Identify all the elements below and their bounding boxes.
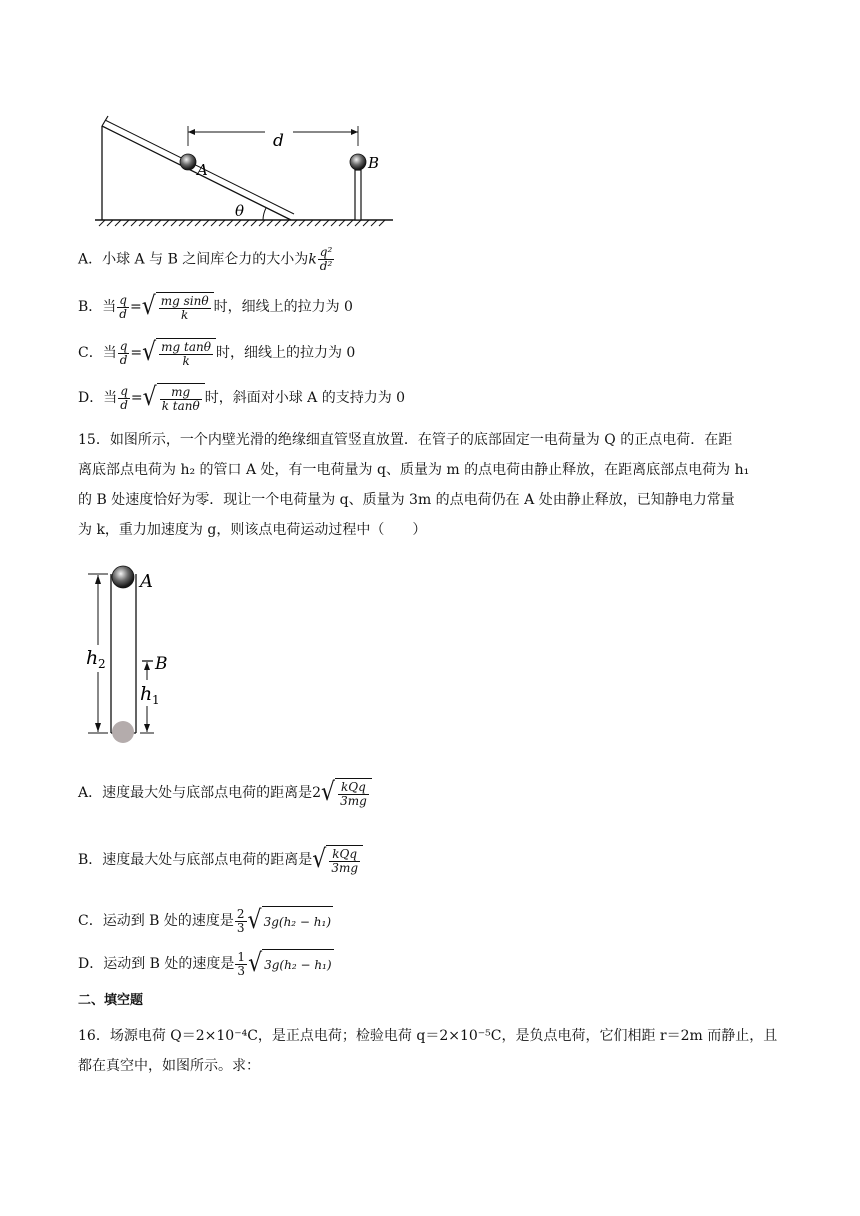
q16-line-2: 都在真空中，如图所示。求： (78, 1058, 260, 1074)
fig1-label-a: A (197, 161, 208, 179)
q14-option-a: A．小球 A 与 B 之间库仑力的大小为k $\frac{\text{q²}}{\text{d²}}$ (78, 245, 333, 273)
ball-b (350, 154, 366, 170)
q16-stem (78, 1021, 783, 1081)
q14-option-b: B．当 $\frac{q}{d}$ = √ $\frac{\text{mg sinθ}}{k}$ 时，细线上的拉力为 0 (78, 292, 353, 322)
incline-figure (95, 112, 395, 232)
fig1-label-d: d (273, 131, 284, 151)
fig1-label-theta: θ (235, 202, 245, 220)
q14-option-c: C．当 $\frac{q}{d}$ = √ $\frac{\text{mg tanθ}}{k}$ 时，细线上的拉力为 0 (78, 338, 356, 368)
bottom-charge (112, 721, 134, 743)
svg-text:1: 1 (152, 693, 160, 707)
ball-a (180, 154, 196, 170)
fig1-label-b: B (368, 154, 380, 172)
q15-stem-line-1: 15．如图所示，一个内壁光滑的绝缘细直管竖直放置．在管子的底部固定一电荷量为 Q 的正点电荷．在距 (78, 432, 733, 448)
q15-option-b: B．速度最大处与底部点电荷的距离是 √ $\frac{\text{kQq}}{3mg}$ (78, 845, 363, 875)
section-title: 二、填空题 (78, 993, 144, 1008)
tube-figure (82, 560, 192, 750)
q16-line-1: 16．场源电荷 Q＝2×10⁻⁴C，是正点电荷；检验电荷 q＝2×10⁻⁵C，是负点电荷，它们相距 r＝2m 而静止，且 (78, 1028, 778, 1044)
q15-option-c: C．运动到 B 处的速度是 $\frac{2}{3}$ √ 3g(h₂ − h₁) (78, 906, 332, 935)
q14-option-d: D．当 $\frac{q}{d}$ = √ $\frac{mg}{\text{k tanθ}}$ 时，斜面对小球 A 的支持力为 0 (78, 383, 406, 413)
q15-stem-line-4: 为 k，重力加速度为 g，则该点电荷运动过程中（ ） (78, 522, 427, 538)
q15-stem-line-3: 的 B 处速度恰好为零．现让一个电荷量为 q、质量为 3m 的点电荷仍在 A 处由静止释放，已知静电力常量 (78, 492, 735, 508)
q15-option-d: D．运动到 B 处的速度是 $\frac{1}{3}$ √ 3g(h₂ − h₁) (78, 949, 332, 978)
tube-ball-a (112, 566, 134, 588)
q15-stem (78, 425, 783, 545)
svg-text:h: h (86, 647, 99, 669)
svg-text:B: B (155, 654, 168, 674)
q15-stem-line-2: 离底部点电荷为 h₂ 的管口 A 处，有一电荷量为 q、质量为 m 的点电荷由静止释放，在距离底部点电荷为 h₁ (78, 462, 750, 478)
q15-option-a: A．速度最大处与底部点电荷的距离是2 √ $\frac{\text{kQq}}{3mg}$ (78, 778, 372, 808)
svg-text:h: h (140, 683, 153, 705)
svg-text:A: A (140, 571, 153, 592)
svg-text:2: 2 (98, 657, 106, 671)
